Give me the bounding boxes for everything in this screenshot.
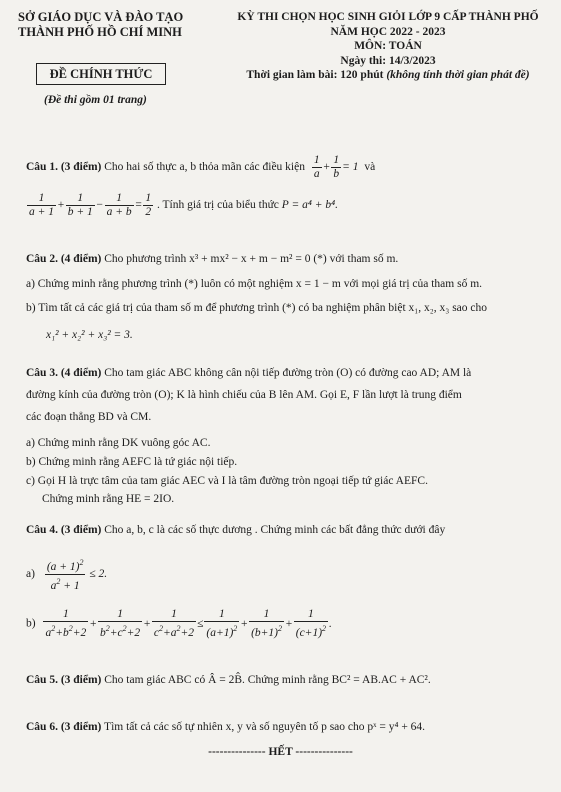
question-4b: b) $\frac{1}{a^2+b^2+2}$ + $\frac{1}{b^2+c^2+2}$ + $\frac{1}{c^2+a^2+2}$ ≤ $\frac{1}{(a+1)^2}$ + $\frac{1}{(b+1)^2}$ + $\frac{1}{(c+1)^2}$ . (26, 608, 332, 639)
question-6-text: Tìm tất cả các số tự nhiên x, y và số nguyên tố p sao cho pˣ = y⁴ + 64. (101, 721, 426, 733)
question-1-label: Câu 1. (3 điểm) (26, 161, 102, 174)
question-6-label: Câu 6. (3 điểm) (26, 721, 102, 733)
header-right (228, 10, 548, 83)
question-3-line3: các đoạn thẳng BD và CM. (26, 411, 152, 423)
question-2a: a) Chứng minh rằng phương trình (*) luôn có một nghiệm x = 1 − m với mọi giá trị của tham số m. (26, 278, 483, 290)
header-left (18, 10, 183, 40)
question-5-text: Cho tam giác ABC có Â = 2B̂. Chứng minh rằng BC² = AB.AC + AC². (101, 674, 431, 686)
school-year: NĂM HỌC 2022 - 2023 (330, 25, 446, 38)
exam-date: Ngày thi: 14/3/2023 (340, 54, 436, 67)
question-3 (26, 366, 471, 380)
q1-expression: P = a⁴ + b⁴. (281, 199, 339, 212)
question-6 (26, 720, 425, 734)
question-4 (26, 523, 445, 537)
subject: MÔN: TOÁN (354, 40, 422, 52)
question-3c-line2: Chứng minh rằng HE = 2IO. (42, 493, 175, 505)
question-3a: a) Chứng minh rằng DK vuông góc AC. (26, 437, 211, 449)
question-5-label: Câu 5. (3 điểm) (26, 674, 102, 686)
question-3-line1: Cho tam giác ABC không cân nội tiếp đường tròn (O) có đường cao AD; AM là (101, 367, 472, 379)
question-1-text: Cho hai số thực a, b thỏa mãn các điều kiện (101, 161, 305, 174)
department-name: SỞ GIÁO DỤC VÀ ĐÀO TẠO (18, 10, 184, 24)
exam-duration: Thời gian làm bài: 120 phút (không tính thời gian phát đề) (246, 69, 530, 81)
question-2-label: Câu 2. (4 điểm) (26, 253, 102, 265)
city-name: THÀNH PHỐ HỒ CHÍ MINH (18, 25, 182, 39)
question-4a: a) $\frac{(a + 1)^2}{a^2 + 1}$ ≤ 2. (26, 558, 108, 592)
question-3-label: Câu 3. (4 điểm) (26, 367, 102, 379)
question-4-label: Câu 4. (3 điểm) (26, 524, 102, 536)
end-marker: --------------- HẾT --------------- (208, 746, 353, 758)
exam-name: KỲ THI CHỌN HỌC SINH GIỎI LỚP 9 CẤP THÀNH PHỐ (237, 11, 539, 23)
q1-equation: $\frac{1}{a + 1}$ + $\frac{1}{b + 1}$ − $\frac{1}{a + b}$ = $\frac{1}{2}$ . Tính giá trị của biểu thức P = a⁴ + b⁴. (29, 192, 339, 218)
official-stamp: ĐỀ CHÍNH THỨC (36, 63, 166, 85)
question-1: Câu 1. (3 điểm) Cho hai số thực a, b thỏa mãn các điều kiện $\frac{1}{a}$ + $\frac{1}{b}$ = 1 và (26, 154, 376, 180)
question-4-text: Cho a, b, c là các số thực dương . Chứng minh các bất đẳng thức dưới đây (101, 524, 446, 536)
question-3-line2: đường kính của đường tròn (O); K là hình chiếu của B lên AM. Gọi E, F lần lượt là trung điểm (26, 389, 462, 401)
question-2-text: Cho phương trình x³ + mx² − x + m − m² = 0 (*) với tham số m. (101, 253, 399, 265)
question-2b: b) Tìm tất cả các giá trị của tham số m để phương trình (*) có ba nghiệm phân biệt x₁, x₂, x₃ sao cho (26, 302, 488, 314)
question-2b-equation: x₁² + x₂² + x₃² = 3. (46, 329, 133, 341)
q1-condition: $\frac{1}{a}$ + $\frac{1}{b}$ = 1 (313, 154, 359, 180)
question-5 (26, 673, 431, 687)
question-2 (26, 252, 398, 266)
question-3b: b) Chứng minh rằng AEFC là tứ giác nội tiếp. (26, 456, 238, 468)
pages-note: (Đề thi gồm 01 trang) (44, 94, 147, 106)
question-3c: c) Gọi H là trực tâm của tam giác AEC và I là tâm đường tròn ngoại tiếp tứ giác AEFC. (26, 475, 428, 487)
